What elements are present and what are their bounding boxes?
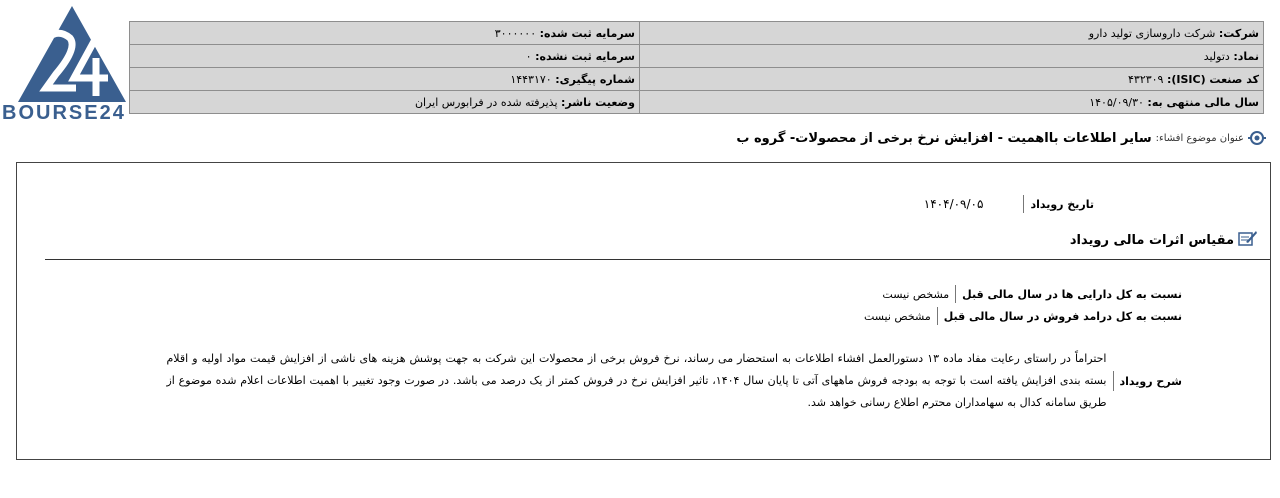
divider	[45, 259, 1270, 260]
edit-icon	[1238, 229, 1258, 251]
event-description-text: احتراماً در راستای رعایت مفاد ماده ۱۳ دستورالعمل افشاء اطلاعات به استحضار می رساند، نرخ فروش برخی از محصولات این شرکت به جهت پوشش هزینه های ناشی از افزایش قیمت مواد اولیه و اقلام بسته بندی افزایش یافته است با توجه به بودجه فروش ماههای آتی تا پایان سال ۱۴۰۴، تاثیر افزایش نرخ در فروش کمتر از یک درصد می باشد. در صورت وجود تغییر با اهمیت اطلاعات اعلام شده موضوع از طریق سامانه کدال به سهامداران محترم اطلاع رسانی خواهد شد.	[166, 352, 1107, 409]
event-date-label: تاریخ رویداد	[1030, 197, 1094, 211]
company-cell: شرکت: شرکت داروسازی تولید دارو	[640, 22, 1264, 45]
symbol-cell: نماد: دتولید	[640, 45, 1264, 68]
bourse24-logo	[2, 4, 126, 126]
assets-ratio-label: نسبت به کل دارایی ها در سال مالی قبل	[962, 287, 1182, 301]
tracking-number-cell: شماره پیگیری: ۱۴۴۳۱۷۰	[130, 68, 640, 91]
disclosure-subject	[736, 129, 1266, 147]
subject-title: سایر اطلاعات بااهمیت - افزایش نرخ برخی از محصولات- گروه ب	[736, 130, 1152, 146]
publisher-status-cell: وضعیت ناشر: پذیرفته شده در فرابورس ایران	[130, 91, 640, 114]
sales-ratio-row	[864, 307, 1182, 325]
event-description-row	[167, 348, 1183, 414]
event-frame	[16, 162, 1271, 460]
logo-mark-icon	[16, 4, 128, 104]
sales-ratio-value: مشخص نیست	[863, 309, 931, 323]
isic-cell: کد صنعت (ISIC): ۴۳۲۳۰۹	[640, 68, 1264, 91]
event-date-row	[924, 195, 1094, 213]
assets-ratio-value: مشخص نیست	[882, 287, 950, 301]
event-date-value: ۱۴۰۴/۰۹/۰۵	[923, 197, 984, 211]
financial-impact-title: مقیاس اثرات مالی رویداد	[1070, 229, 1258, 251]
registered-capital-cell: سرمایه ثبت شده: ۳۰۰۰۰۰۰	[130, 22, 640, 45]
assets-ratio-row	[882, 285, 1182, 303]
target-icon	[1248, 129, 1266, 147]
event-description-label: شرح رویداد	[1119, 374, 1182, 388]
logo-text: BOURSE24	[2, 102, 126, 124]
unregistered-capital-cell: سرمایه ثبت نشده: ۰	[130, 45, 640, 68]
fiscal-year-cell: سال مالی منتهی به: ۱۴۰۵/۰۹/۳۰	[640, 91, 1264, 114]
company-info-table	[129, 21, 1264, 114]
subject-label: عنوان موضوع افشاء:	[1155, 132, 1244, 144]
sales-ratio-label: نسبت به کل درامد فروش در سال مالی قبل	[943, 309, 1182, 323]
